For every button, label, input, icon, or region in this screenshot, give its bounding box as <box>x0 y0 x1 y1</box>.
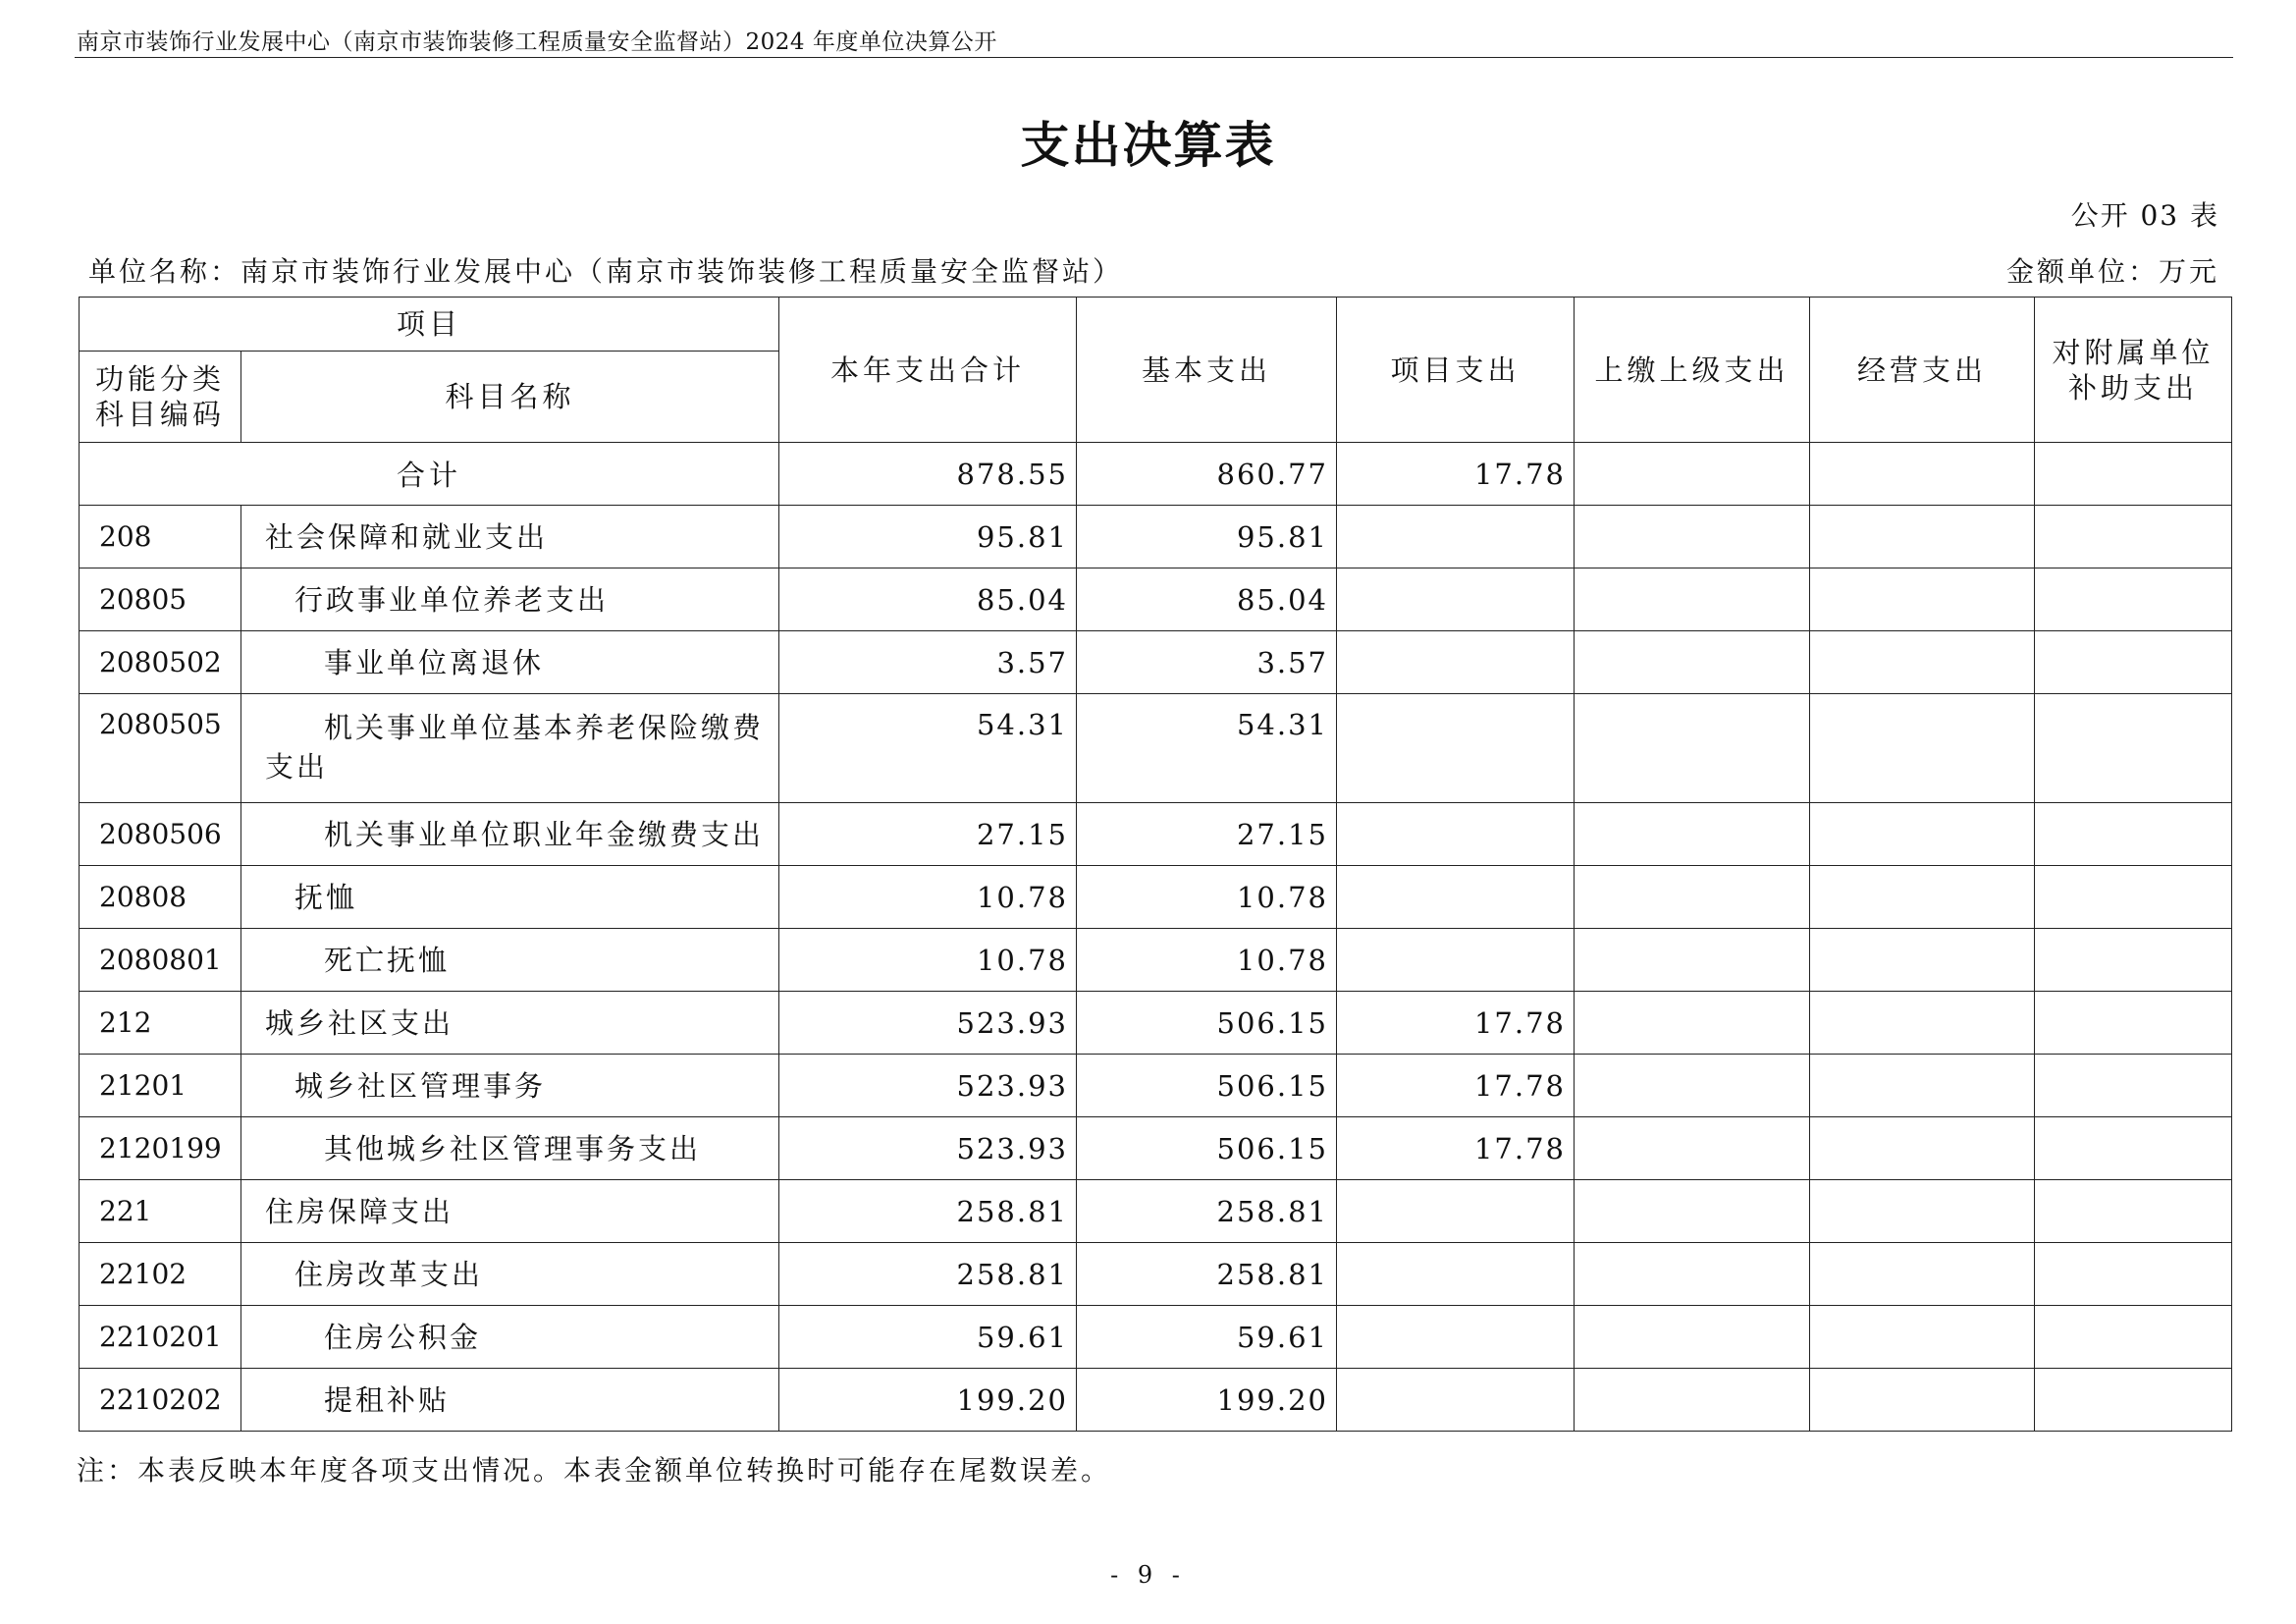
row-project <box>1337 929 1575 992</box>
total-project: 17.78 <box>1337 443 1575 506</box>
table-row <box>80 1055 2232 1117</box>
row-code: 22102 <box>80 1243 241 1306</box>
row-subsidy <box>2035 1180 2232 1243</box>
row-project <box>1337 1243 1575 1306</box>
row-business <box>1810 1369 2035 1432</box>
row-code: 208 <box>80 506 241 568</box>
row-superior <box>1575 631 1810 694</box>
row-name: 住房保障支出 <box>241 1180 779 1243</box>
unit-name: 单位名称：南京市装饰行业发展中心（南京市装饰装修工程质量安全监督站） <box>88 255 1124 288</box>
row-name: 提租补贴 <box>241 1369 779 1432</box>
total-total: 878.55 <box>779 443 1077 506</box>
header-subsidy: 对附属单位补助支出 <box>2035 298 2232 443</box>
row-code: 2080506 <box>80 803 241 866</box>
row-code: 21201 <box>80 1055 241 1117</box>
total-subsidy <box>2035 443 2232 506</box>
table-row <box>80 694 2232 803</box>
row-project: 17.78 <box>1337 1055 1575 1117</box>
row-total: 3.57 <box>779 631 1077 694</box>
row-basic: 27.15 <box>1077 803 1337 866</box>
row-name: 机关事业单位职业年金缴费支出 <box>241 803 779 866</box>
row-superior <box>1575 568 1810 631</box>
row-name: 住房改革支出 <box>241 1243 779 1306</box>
row-name: 社会保障和就业支出 <box>241 506 779 568</box>
row-total: 523.93 <box>779 1055 1077 1117</box>
table-row <box>80 1243 2232 1306</box>
table-row <box>80 992 2232 1055</box>
row-business <box>1810 866 2035 929</box>
header-total: 本年支出合计 <box>779 298 1077 443</box>
header-superior: 上缴上级支出 <box>1575 298 1810 443</box>
row-code: 221 <box>80 1180 241 1243</box>
row-subsidy <box>2035 803 2232 866</box>
running-header: 南京市装饰行业发展中心（南京市装饰装修工程质量安全监督站）2024 年度单位决算公开 <box>77 29 997 55</box>
row-basic: 10.78 <box>1077 866 1337 929</box>
row-code: 212 <box>80 992 241 1055</box>
total-superior <box>1575 443 1810 506</box>
row-project <box>1337 1306 1575 1369</box>
row-subsidy <box>2035 1243 2232 1306</box>
row-basic: 506.15 <box>1077 992 1337 1055</box>
row-code: 2120199 <box>80 1117 241 1180</box>
row-superior <box>1575 1055 1810 1117</box>
row-subsidy <box>2035 631 2232 694</box>
row-code: 2210202 <box>80 1369 241 1432</box>
row-business <box>1810 803 2035 866</box>
row-basic: 85.04 <box>1077 568 1337 631</box>
row-superior <box>1575 929 1810 992</box>
row-basic: 506.15 <box>1077 1055 1337 1117</box>
row-superior <box>1575 803 1810 866</box>
row-code: 2080505 <box>80 694 241 803</box>
row-project <box>1337 694 1575 803</box>
row-project <box>1337 803 1575 866</box>
row-superior <box>1575 1180 1810 1243</box>
row-code: 2080502 <box>80 631 241 694</box>
row-name: 事业单位离退休 <box>241 631 779 694</box>
page-number: - 9 - <box>1110 1561 1186 1589</box>
row-superior <box>1575 1117 1810 1180</box>
row-total: 258.81 <box>779 1243 1077 1306</box>
row-basic: 59.61 <box>1077 1306 1337 1369</box>
row-subsidy <box>2035 694 2232 803</box>
row-project: 17.78 <box>1337 992 1575 1055</box>
row-business <box>1810 1055 2035 1117</box>
row-subsidy <box>2035 1055 2232 1117</box>
row-superior <box>1575 506 1810 568</box>
row-subsidy <box>2035 568 2232 631</box>
row-superior <box>1575 1369 1810 1432</box>
row-subsidy <box>2035 929 2232 992</box>
row-total: 85.04 <box>779 568 1077 631</box>
table-number: 公开 03 表 <box>2070 199 2219 232</box>
row-project <box>1337 1369 1575 1432</box>
row-subsidy <box>2035 1369 2232 1432</box>
header-basic: 基本支出 <box>1077 298 1337 443</box>
row-name: 住房公积金 <box>241 1306 779 1369</box>
header-business: 经营支出 <box>1810 298 2035 443</box>
row-business <box>1810 568 2035 631</box>
row-superior <box>1575 992 1810 1055</box>
row-subsidy <box>2035 866 2232 929</box>
header-row-1 <box>80 298 2232 352</box>
row-name: 城乡社区支出 <box>241 992 779 1055</box>
row-basic: 258.81 <box>1077 1180 1337 1243</box>
table-row <box>80 1369 2232 1432</box>
row-basic: 95.81 <box>1077 506 1337 568</box>
row-total: 59.61 <box>779 1306 1077 1369</box>
total-business <box>1810 443 2035 506</box>
table-row <box>80 506 2232 568</box>
document-title: 支出决算表 <box>1020 116 1276 174</box>
row-business <box>1810 1306 2035 1369</box>
row-project <box>1337 568 1575 631</box>
table-row <box>80 929 2232 992</box>
row-total: 10.78 <box>779 929 1077 992</box>
row-superior <box>1575 866 1810 929</box>
row-total: 258.81 <box>779 1180 1077 1243</box>
header-code: 功能分类科目编码 <box>80 352 241 443</box>
row-business <box>1810 929 2035 992</box>
row-code: 20808 <box>80 866 241 929</box>
table-row <box>80 1306 2232 1369</box>
row-basic: 506.15 <box>1077 1117 1337 1180</box>
row-business <box>1810 1243 2035 1306</box>
row-business <box>1810 506 2035 568</box>
expenditure-table <box>79 297 2232 1432</box>
row-total: 27.15 <box>779 803 1077 866</box>
row-basic: 3.57 <box>1077 631 1337 694</box>
row-business <box>1810 631 2035 694</box>
table-row <box>80 631 2232 694</box>
row-project <box>1337 1180 1575 1243</box>
table-row <box>80 803 2232 866</box>
row-code: 2210201 <box>80 1306 241 1369</box>
row-total: 95.81 <box>779 506 1077 568</box>
row-total: 199.20 <box>779 1369 1077 1432</box>
row-name: 其他城乡社区管理事务支出 <box>241 1117 779 1180</box>
row-code: 20805 <box>80 568 241 631</box>
row-code: 2080801 <box>80 929 241 992</box>
total-label: 合计 <box>80 443 779 506</box>
table-row <box>80 1117 2232 1180</box>
table-row <box>80 866 2232 929</box>
row-project <box>1337 506 1575 568</box>
row-total: 523.93 <box>779 992 1077 1055</box>
row-business <box>1810 1117 2035 1180</box>
row-subsidy <box>2035 506 2232 568</box>
row-subsidy <box>2035 992 2232 1055</box>
header-project: 项目支出 <box>1337 298 1575 443</box>
row-total: 54.31 <box>779 694 1077 803</box>
total-basic: 860.77 <box>1077 443 1337 506</box>
row-project <box>1337 631 1575 694</box>
row-subsidy <box>2035 1117 2232 1180</box>
row-name: 机关事业单位基本养老保险缴费支出 <box>241 694 779 803</box>
row-basic: 258.81 <box>1077 1243 1337 1306</box>
row-business <box>1810 694 2035 803</box>
row-superior <box>1575 1306 1810 1369</box>
row-total: 523.93 <box>779 1117 1077 1180</box>
row-superior <box>1575 1243 1810 1306</box>
row-project: 17.78 <box>1337 1117 1575 1180</box>
total-row <box>80 443 2232 506</box>
meta-row <box>88 250 2219 290</box>
row-project <box>1337 866 1575 929</box>
table-row <box>80 568 2232 631</box>
row-superior <box>1575 694 1810 803</box>
row-subsidy <box>2035 1306 2232 1369</box>
row-business <box>1810 1180 2035 1243</box>
row-name: 死亡抚恤 <box>241 929 779 992</box>
row-name: 行政事业单位养老支出 <box>241 568 779 631</box>
money-unit: 金额单位：万元 <box>2005 255 2219 288</box>
row-basic: 54.31 <box>1077 694 1337 803</box>
row-total: 10.78 <box>779 866 1077 929</box>
table-row <box>80 1180 2232 1243</box>
header-name: 科目名称 <box>241 352 779 443</box>
header-rule <box>75 57 2233 58</box>
row-name: 抚恤 <box>241 866 779 929</box>
row-basic: 199.20 <box>1077 1369 1337 1432</box>
row-name: 城乡社区管理事务 <box>241 1055 779 1117</box>
footnote: 注：本表反映本年度各项支出情况。本表金额单位转换时可能存在尾数误差。 <box>77 1454 1112 1487</box>
row-basic: 10.78 <box>1077 929 1337 992</box>
header-item: 项目 <box>80 298 779 352</box>
row-business <box>1810 992 2035 1055</box>
